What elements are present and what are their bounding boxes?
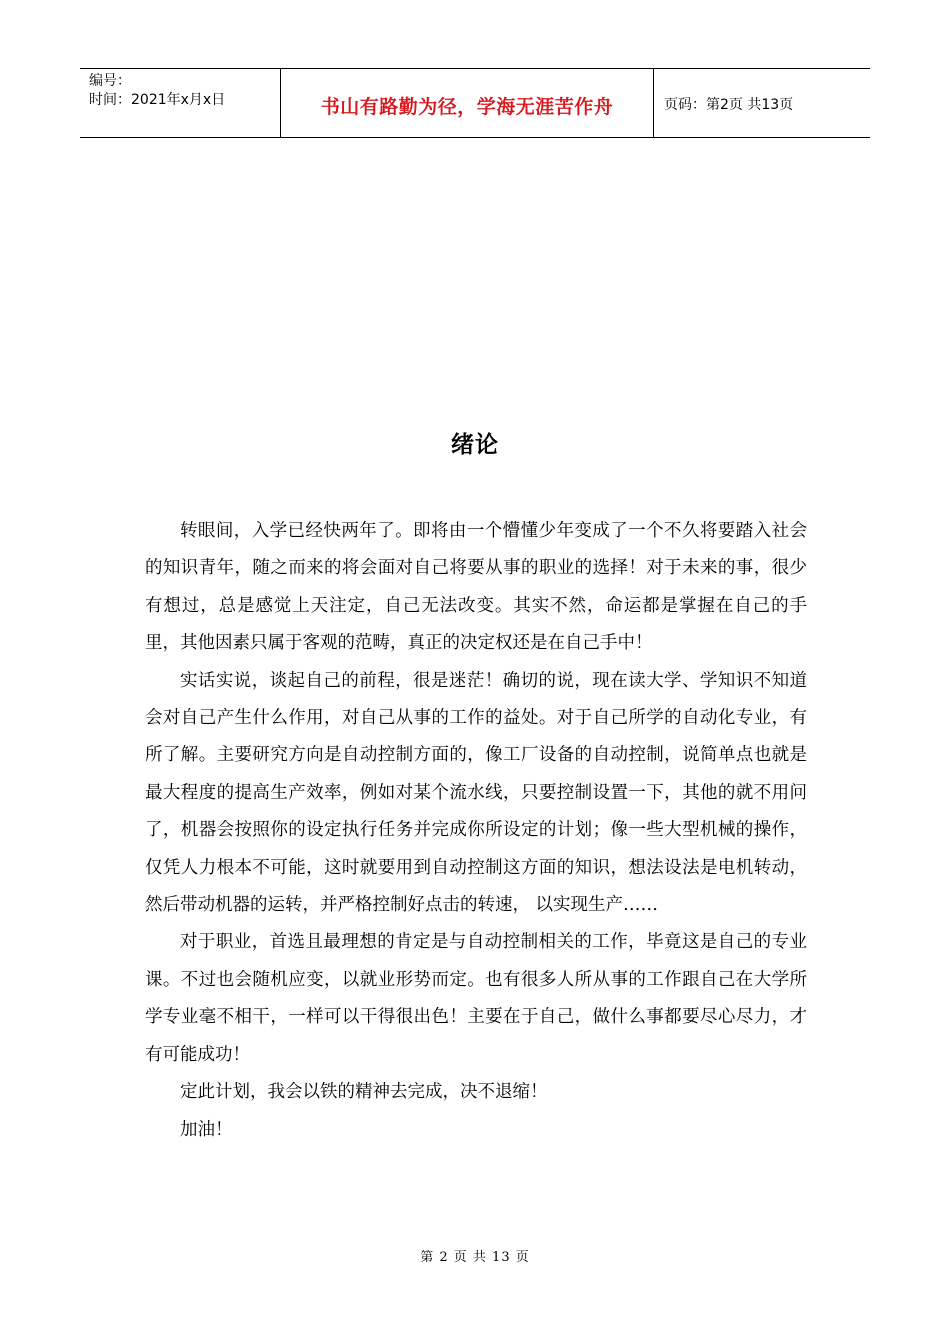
document-body [145,513,807,1149]
paragraph: 加油！ [180,1119,233,1140]
header-meta-cell [80,69,281,137]
paragraph: 对于职业，首选且最理想的肯定是与自动控制相关的工作，毕竟这是自己的专业课。不过也会随机应变，以就业形势而定。也有很多人所从事的工作跟自己在大学所学专业毫不相干，一样可以干得很出色！主要在于自己，做什么事都要尽心尽力，才有可能成功！ [145,932,807,1065]
paragraph: 定此计划，我会以铁的精神去完成，决不退缩！ [180,1082,548,1103]
header-time-label: 时间：2021年x月x日 [89,92,226,108]
paragraph: 实话实说，谈起自己的前程，很是迷茫！确切的说，现在读大学、学知识不知道会对自己产生什么作用，对自己从事的工作的益处。对于自己所学的自动化专业，有所了解。主要研究方向是自动控制方面的，像工厂设备的自动控制，说简单点也就是最大程度的提高生产效率，例如对某个流水线，只要控制设置一下，其他的就不用问了，机器会按照你的设定执行任务并完成你所设定的计划；像一些大型机械的操作，仅凭人力根本不可能，这时就要用到自动控制这方面的知识，想法设法是电机转动，然后带动机器的运转，并严格控制好点击的转速， 以实现生产…… [145,670,807,916]
paragraph: 转眼间，入学已经快两年了。即将由一个懵懂少年变成了一个不久将要踏入社会的知识青年，随之而来的将会面对自己将要从事的职业的选择！对于未来的事，很少有想过，总是感觉上天注定，自己无法改变。其实不然，命运都是掌握在自己的手里，其他因素只属于客观的范畴，真正的决定权还是在自己手中！ [145,521,807,654]
header-page-info: 页码：第2页 共13页 [664,97,794,113]
page-footer: 第 2 页 共 13 页 [420,1250,530,1265]
header-number-label: 编号： [89,73,131,89]
page-header [80,68,870,138]
document-title: 绪论 [451,432,499,458]
header-motto: 书山有路勤为径，学海无涯苦作舟 [281,69,654,137]
